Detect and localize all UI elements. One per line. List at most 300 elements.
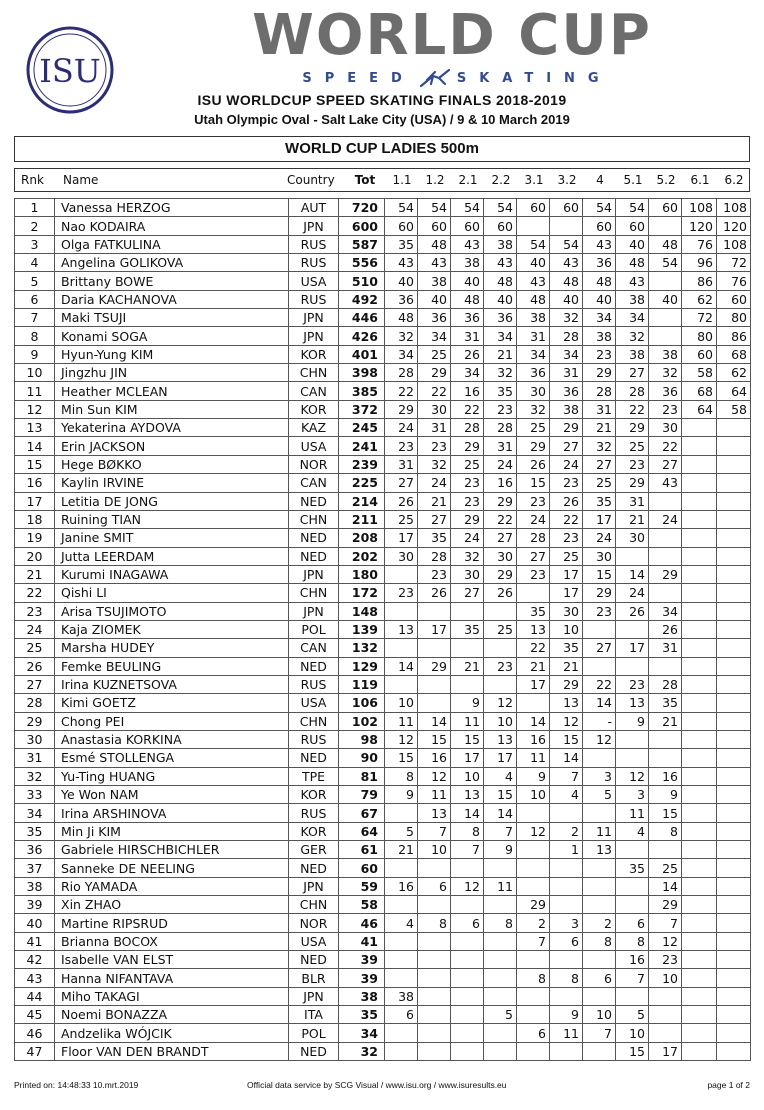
race-points: 14 <box>616 565 649 583</box>
table-row <box>15 804 751 822</box>
race-points: 30 <box>418 400 451 418</box>
race-points: 23 <box>649 951 682 969</box>
race-points <box>385 639 418 657</box>
race-points: 7 <box>649 914 682 932</box>
rank: 27 <box>15 675 55 693</box>
race-points: 28 <box>649 675 682 693</box>
race-points <box>717 584 751 602</box>
race-points: 26 <box>517 455 550 473</box>
race-points: 9 <box>517 767 550 785</box>
race-points: 108 <box>717 235 751 253</box>
race-points <box>550 896 583 914</box>
table-row <box>15 474 751 492</box>
country-code: KAZ <box>289 419 339 437</box>
race-points: 54 <box>517 235 550 253</box>
country-code: POL <box>289 1024 339 1042</box>
race-points: 48 <box>484 272 517 290</box>
race-points: 11 <box>616 804 649 822</box>
race-points: 12 <box>484 694 517 712</box>
race-points <box>682 786 717 804</box>
race-points: 32 <box>385 327 418 345</box>
race-points <box>682 987 717 1005</box>
race-points: 15 <box>649 804 682 822</box>
rank: 46 <box>15 1024 55 1042</box>
race-points: 54 <box>451 199 484 217</box>
table-row <box>15 969 751 987</box>
race-points: 54 <box>616 199 649 217</box>
race-points: 13 <box>385 620 418 638</box>
race-points <box>418 639 451 657</box>
rank: 16 <box>15 474 55 492</box>
country-code: CHN <box>289 364 339 382</box>
country-code: JPN <box>289 987 339 1005</box>
total-points: 208 <box>339 529 385 547</box>
race-points: 9 <box>616 712 649 730</box>
race-points: 10 <box>550 620 583 638</box>
race-points <box>682 859 717 877</box>
skater-name: Ye Won NAM <box>55 786 289 804</box>
race-points <box>616 987 649 1005</box>
rank: 41 <box>15 932 55 950</box>
total-points: 372 <box>339 400 385 418</box>
total-points: 34 <box>339 1024 385 1042</box>
race-points: 9 <box>649 786 682 804</box>
race-points: 36 <box>583 254 616 272</box>
race-points <box>550 987 583 1005</box>
race-points: 4 <box>385 914 418 932</box>
rank: 26 <box>15 657 55 675</box>
race-points: 30 <box>583 547 616 565</box>
race-points <box>682 675 717 693</box>
race-points: 40 <box>517 254 550 272</box>
race-points <box>649 217 682 235</box>
race-points <box>517 804 550 822</box>
race-points <box>649 529 682 547</box>
race-points: 60 <box>717 290 751 308</box>
race-points <box>385 951 418 969</box>
total-points: 398 <box>339 364 385 382</box>
column-header: 3.2 <box>557 173 577 187</box>
skater-name: Kimi GOETZ <box>55 694 289 712</box>
race-points <box>717 675 751 693</box>
skater-name: Heather MCLEAN <box>55 382 289 400</box>
race-points <box>682 584 717 602</box>
skater-name: Maki TSUJI <box>55 309 289 327</box>
race-points: 26 <box>550 492 583 510</box>
race-points: 21 <box>385 841 418 859</box>
race-points: 35 <box>418 529 451 547</box>
table-row <box>15 345 751 363</box>
race-points: 25 <box>649 859 682 877</box>
race-points: 54 <box>418 199 451 217</box>
race-points: 12 <box>583 730 616 748</box>
race-points: 23 <box>484 657 517 675</box>
race-points: 14 <box>649 877 682 895</box>
race-points: 64 <box>682 400 717 418</box>
event-title: ISU WORLDCUP SPEED SKATING FINALS 2018-2019 <box>197 92 567 108</box>
race-points <box>649 547 682 565</box>
race-points: 6 <box>418 877 451 895</box>
race-points: 54 <box>649 254 682 272</box>
race-points: 2 <box>583 914 616 932</box>
race-points: 22 <box>649 437 682 455</box>
country-code: NED <box>289 859 339 877</box>
total-points: 139 <box>339 620 385 638</box>
race-points: 25 <box>385 510 418 528</box>
rank: 28 <box>15 694 55 712</box>
table-row <box>15 529 751 547</box>
country-code: RUS <box>289 730 339 748</box>
rank: 21 <box>15 565 55 583</box>
table-row <box>15 675 751 693</box>
race-points: 10 <box>484 712 517 730</box>
rank: 11 <box>15 382 55 400</box>
race-points <box>717 859 751 877</box>
country-code: CHN <box>289 584 339 602</box>
total-points: 239 <box>339 455 385 473</box>
country-code: NED <box>289 1042 339 1060</box>
race-points <box>616 896 649 914</box>
race-points: 31 <box>616 492 649 510</box>
total-points: 61 <box>339 841 385 859</box>
race-points <box>717 749 751 767</box>
race-points <box>717 492 751 510</box>
race-points: 21 <box>517 657 550 675</box>
skater-name: Xin ZHAO <box>55 896 289 914</box>
race-points: 38 <box>649 345 682 363</box>
skater-name: Sanneke DE NEELING <box>55 859 289 877</box>
country-code: JPN <box>289 309 339 327</box>
race-points: 28 <box>550 327 583 345</box>
race-points: 48 <box>649 235 682 253</box>
race-points <box>484 602 517 620</box>
race-points: 16 <box>616 951 649 969</box>
race-points <box>649 327 682 345</box>
total-points: 64 <box>339 822 385 840</box>
race-points: 12 <box>616 767 649 785</box>
skater-name: Daria KACHANOVA <box>55 290 289 308</box>
race-points <box>717 1024 751 1042</box>
race-points: 86 <box>682 272 717 290</box>
race-points <box>385 675 418 693</box>
race-points: 16 <box>418 749 451 767</box>
table-row <box>15 951 751 969</box>
country-code: ITA <box>289 1006 339 1024</box>
rank: 4 <box>15 254 55 272</box>
table-row <box>15 565 751 583</box>
race-points: 60 <box>517 199 550 217</box>
race-points: 38 <box>418 272 451 290</box>
total-points: 59 <box>339 877 385 895</box>
race-points: 29 <box>385 400 418 418</box>
race-points: 23 <box>418 437 451 455</box>
rank: 7 <box>15 309 55 327</box>
race-points <box>717 437 751 455</box>
skater-name: Jutta LEERDAM <box>55 547 289 565</box>
race-points: 4 <box>616 822 649 840</box>
race-points: 22 <box>550 510 583 528</box>
race-points: 21 <box>451 657 484 675</box>
total-points: 446 <box>339 309 385 327</box>
country-code: USA <box>289 932 339 950</box>
country-code: JPN <box>289 565 339 583</box>
table-row <box>15 712 751 730</box>
race-points <box>682 896 717 914</box>
country-code: NED <box>289 657 339 675</box>
race-points: 38 <box>385 987 418 1005</box>
column-header: Country <box>287 173 335 187</box>
race-points: 29 <box>484 565 517 583</box>
race-points: 15 <box>484 786 517 804</box>
country-code: JPN <box>289 217 339 235</box>
race-points: 8 <box>385 767 418 785</box>
skater-name: Marsha HUDEY <box>55 639 289 657</box>
table-row <box>15 657 751 675</box>
column-header: 6.1 <box>690 173 710 187</box>
total-points: 426 <box>339 327 385 345</box>
country-code: CAN <box>289 382 339 400</box>
race-points <box>451 1006 484 1024</box>
table-row <box>15 620 751 638</box>
table-row <box>15 730 751 748</box>
country-code: CHN <box>289 896 339 914</box>
race-points <box>517 951 550 969</box>
race-points: 34 <box>616 309 649 327</box>
rank: 23 <box>15 602 55 620</box>
race-points <box>717 510 751 528</box>
race-points <box>717 639 751 657</box>
race-points: 32 <box>517 400 550 418</box>
table-row <box>15 327 751 345</box>
race-points: 6 <box>385 1006 418 1024</box>
race-points: 28 <box>451 419 484 437</box>
race-points: 24 <box>418 474 451 492</box>
total-points: 225 <box>339 474 385 492</box>
race-points <box>583 804 616 822</box>
total-points: 58 <box>339 896 385 914</box>
race-points <box>385 859 418 877</box>
race-points: 15 <box>385 749 418 767</box>
race-points: 14 <box>550 749 583 767</box>
race-points <box>517 859 550 877</box>
race-points: 29 <box>517 437 550 455</box>
race-points: 80 <box>717 309 751 327</box>
race-points: 38 <box>583 327 616 345</box>
race-points <box>616 620 649 638</box>
race-points <box>682 657 717 675</box>
race-points: 24 <box>550 455 583 473</box>
race-points <box>550 217 583 235</box>
race-points: 43 <box>649 474 682 492</box>
country-code: NED <box>289 529 339 547</box>
race-points <box>583 749 616 767</box>
race-points <box>717 877 751 895</box>
rank: 15 <box>15 455 55 473</box>
race-points <box>682 419 717 437</box>
race-points: 48 <box>517 290 550 308</box>
table-row <box>15 987 751 1005</box>
race-points: 21 <box>616 510 649 528</box>
race-points <box>418 1042 451 1060</box>
race-points <box>550 877 583 895</box>
race-points: 25 <box>517 419 550 437</box>
race-points <box>550 804 583 822</box>
race-points: 72 <box>717 254 751 272</box>
country-code: NOR <box>289 455 339 473</box>
table-row <box>15 602 751 620</box>
race-points <box>418 859 451 877</box>
table-row <box>15 309 751 327</box>
total-points: 600 <box>339 217 385 235</box>
total-points: 385 <box>339 382 385 400</box>
race-points: 11 <box>484 877 517 895</box>
column-header: 4 <box>596 173 604 187</box>
rank: 25 <box>15 639 55 657</box>
race-points: 27 <box>583 639 616 657</box>
race-points <box>385 1024 418 1042</box>
race-points <box>451 602 484 620</box>
race-points: 17 <box>583 510 616 528</box>
race-points <box>418 951 451 969</box>
race-points <box>484 951 517 969</box>
race-points: 36 <box>550 382 583 400</box>
race-points: 25 <box>451 455 484 473</box>
race-points <box>484 675 517 693</box>
rank: 29 <box>15 712 55 730</box>
race-points: 34 <box>484 327 517 345</box>
brand-block <box>0 3 764 88</box>
total-points: 202 <box>339 547 385 565</box>
race-points <box>682 474 717 492</box>
country-code: NED <box>289 951 339 969</box>
table-row <box>15 272 751 290</box>
race-points: 48 <box>550 272 583 290</box>
total-points: 172 <box>339 584 385 602</box>
race-points: 38 <box>451 254 484 272</box>
race-points: 31 <box>517 327 550 345</box>
race-points: 17 <box>517 675 550 693</box>
rank: 14 <box>15 437 55 455</box>
race-points: 86 <box>717 327 751 345</box>
rank: 44 <box>15 987 55 1005</box>
race-points: 27 <box>583 455 616 473</box>
table-row <box>15 767 751 785</box>
skater-name: Min Sun KIM <box>55 400 289 418</box>
skater-name: Janine SMIT <box>55 529 289 547</box>
race-points: 60 <box>385 217 418 235</box>
race-points: 24 <box>616 584 649 602</box>
race-points: 34 <box>385 345 418 363</box>
race-points: 40 <box>385 272 418 290</box>
race-points <box>484 1024 517 1042</box>
race-points <box>451 932 484 950</box>
race-points <box>717 419 751 437</box>
race-points: 15 <box>616 1042 649 1060</box>
country-code: USA <box>289 694 339 712</box>
race-points: 108 <box>717 199 751 217</box>
skater-name: Floor VAN DEN BRANDT <box>55 1042 289 1060</box>
skater-name: Miho TAKAGI <box>55 987 289 1005</box>
race-points: 36 <box>484 309 517 327</box>
race-points: 38 <box>616 290 649 308</box>
skater-name: Anastasia KORKINA <box>55 730 289 748</box>
race-points <box>583 1042 616 1060</box>
race-points: 17 <box>550 565 583 583</box>
race-points <box>517 877 550 895</box>
race-points: 23 <box>418 565 451 583</box>
race-points: 35 <box>451 620 484 638</box>
race-points: 14 <box>517 712 550 730</box>
race-points: 25 <box>616 437 649 455</box>
race-points: 13 <box>583 841 616 859</box>
race-points <box>717 529 751 547</box>
race-points <box>550 1042 583 1060</box>
race-points: 29 <box>484 492 517 510</box>
rank: 8 <box>15 327 55 345</box>
race-points <box>385 602 418 620</box>
race-points: 24 <box>649 510 682 528</box>
table-row <box>15 932 751 950</box>
race-points: 29 <box>583 584 616 602</box>
rank: 3 <box>15 235 55 253</box>
race-points <box>484 1042 517 1060</box>
total-points: 180 <box>339 565 385 583</box>
race-points <box>682 767 717 785</box>
total-points: 39 <box>339 951 385 969</box>
race-points: 23 <box>451 492 484 510</box>
race-points: 8 <box>484 914 517 932</box>
race-points: 29 <box>517 896 550 914</box>
table-row <box>15 547 751 565</box>
race-points: 7 <box>616 969 649 987</box>
race-points: 29 <box>550 419 583 437</box>
country-code: NED <box>289 547 339 565</box>
race-points <box>583 620 616 638</box>
table-row <box>15 235 751 253</box>
table-row <box>15 749 751 767</box>
race-points <box>649 1024 682 1042</box>
race-points <box>717 822 751 840</box>
race-points: 38 <box>616 345 649 363</box>
race-points: 24 <box>517 510 550 528</box>
race-points: 60 <box>583 217 616 235</box>
race-points: 7 <box>418 822 451 840</box>
race-points <box>418 896 451 914</box>
rank: 9 <box>15 345 55 363</box>
rank: 13 <box>15 419 55 437</box>
race-points <box>682 547 717 565</box>
race-points: 11 <box>550 1024 583 1042</box>
race-points <box>649 309 682 327</box>
race-points: 35 <box>484 382 517 400</box>
rank: 42 <box>15 951 55 969</box>
race-points: 40 <box>616 235 649 253</box>
race-points: 10 <box>418 841 451 859</box>
skater-name: Ruining TIAN <box>55 510 289 528</box>
table-header <box>14 168 750 192</box>
race-points <box>682 602 717 620</box>
race-points: 30 <box>484 547 517 565</box>
rank: 22 <box>15 584 55 602</box>
race-points: 3 <box>583 767 616 785</box>
race-points <box>717 1042 751 1060</box>
race-points: 7 <box>583 1024 616 1042</box>
race-points: 17 <box>550 584 583 602</box>
race-points: 43 <box>550 254 583 272</box>
total-points: 41 <box>339 932 385 950</box>
table-row <box>15 584 751 602</box>
race-points: 4 <box>484 767 517 785</box>
